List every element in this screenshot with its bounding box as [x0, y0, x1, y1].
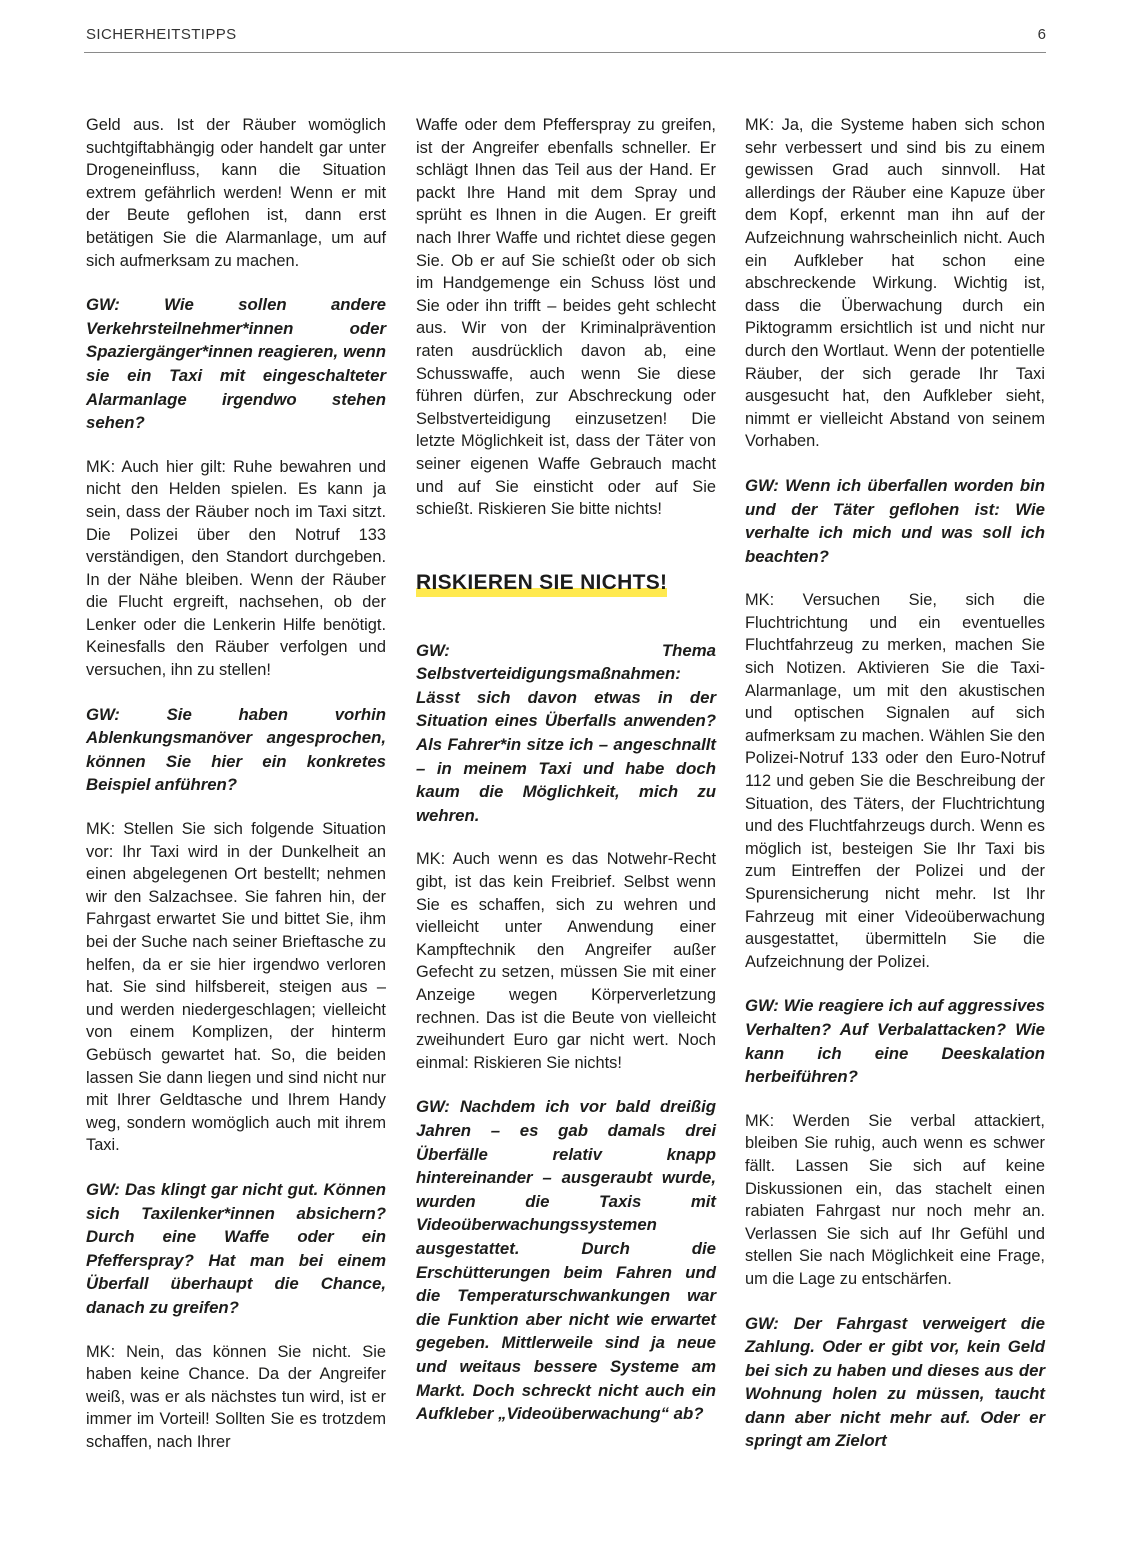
interview-question: GW: Thema Selbstverteidigungsmaßnahmen: Lässt sich davon etwas in der Situation eines Überfalls anwenden? Als Fahrer*in sitze ich – angeschnallt – in meinem Taxi und habe doch kaum die Möglichkeit, mich zu wehren.	[416, 640, 716, 825]
interview-question: GW: Wie reagiere ich auf aggressives Verhalten? Auf Verbalattacken? Wie kann ich eine Deeskalation herbeiführen?	[745, 996, 1045, 1087]
text-column-1	[86, 114, 386, 1474]
interview-question: GW: Wie sollen andere Verkehrsteilnehmer*innen oder Spaziergänger*innen reagieren, wenn sie ein Taxi mit eingeschalteter Alarmanlage irgendwo stehen sehen?	[86, 295, 386, 433]
text-column-3	[745, 114, 1045, 1474]
interview-question: GW: Sie haben vorhin Ablenkungsmanöver angesprochen, können Sie hier ein konkretes Beispiel anführen?	[86, 704, 386, 795]
interview-question: GW: Der Fahrgast verweigert die Zahlung. Oder er gibt vor, kein Geld bei sich zu haben und dieses aus der Wohnung holen zu müssen, taucht dann aber nicht mehr auf. Oder er springt am Zielort	[745, 1313, 1045, 1451]
interview-question: GW: Nachdem ich vor bald dreißig Jahren – es gab damals drei Überfälle relativ knapp hintereinander – ausgeraubt wurde, wurden die Taxis mit Videoüberwachungssystemen ausgestattet. Durch die Erschütterungen beim Fahren und die Temperaturschwankungen war die Funktion aber nicht wie erwartet gegeben. Mittlerweile sind ja neue und weitaus bessere Systeme am Markt. Doch schreckt nicht auch ein Aufkleber „Videoüberwachung“ ab?	[416, 1097, 716, 1424]
interview-question: GW: Das klingt gar nicht gut. Können sich Taxilenker*innen absichern? Durch eine Waffe oder ein Pfefferspray? Hat man bei einem Überfall überhaupt die Chance, danach zu greifen?	[86, 1179, 386, 1317]
answer-paragraph: MK: Werden Sie verbal attackiert, bleiben Sie ruhig, auch wenn es schwer fällt. Lassen Sie sich auf keine Diskussionen ein, das stachelt einen rabiaten Fahrgast nur noch mehr an. Verlassen Sie sich auf Ihr Gefühl und stellen Sie nach Möglichkeit eine Frage, um die Lage zu entschärfen.	[745, 1111, 1045, 1288]
answer-paragraph: Waffe oder dem Pfefferspray zu greifen, ist der Angreifer ebenfalls schneller. Er schlägt Ihnen das Teil aus der Hand. Er packt Ihre Hand mit dem Spray und sprüht es Ihnen in die Augen. Er greift nach Ihrer Waffe und richtet diese gegen Sie. Ob er auf Sie schießt oder ob sich im Handgemenge ein Schuss löst und Sie oder ihn trifft – beides geht schlecht aus. Wir von der Kriminalprävention raten ausdrücklich davon ab, eine Schusswaffe, auch wenn Sie diese führen dürfen, zur Abschreckung oder Selbstverteidigung einzusetzen! Die letzte Möglichkeit ist, dass der Täter von seiner eigenen Waffe Gebrauch macht und auf Sie einsticht oder auf Sie schießt. Riskieren Sie bitte nichts!	[416, 116, 716, 519]
interview-question: GW: Wenn ich überfallen worden bin und der Täter geflohen ist: Wie verhalte ich mich und was soll ich beachten?	[745, 475, 1045, 566]
text-column-2	[416, 114, 716, 1447]
page-header	[84, 26, 1046, 53]
section-heading: RISKIEREN SIE NICHTS!	[416, 569, 667, 597]
answer-paragraph: Geld aus. Ist der Räuber womöglich suchtgiftabhängig oder handelt gar unter Drogeneinfluss, kann die Situation extrem gefährlich werden! Wenn er mit der Beute geflohen ist, dann erst betätigen Sie die Alarmanlage, um auf sich aufmerksam zu machen.	[86, 116, 386, 270]
answer-paragraph: MK: Versuchen Sie, sich die Fluchtrichtung und ein eventuelles Fluchtfahrzeug zu merken, machen Sie sich Notizen. Aktivieren Sie die Taxi-Alarmanlage, um mit den akustischen und optischen Signalen auf sich aufmerksam zu machen. Wählen Sie den Polizei-Notruf 133 oder den Euro-Notruf 112 und geben Sie die Beschreibung der Situation, des Täters, der Fluchtrichtung und des Fluchtfahrzeugs durch. Wenn es möglich ist, besteigen Sie Ihr Taxi bis zum Eintreffen der Polizei und der Spurensicherung nicht mehr. Ist Ihr Fahrzeug mit einer Videoüberwachung ausgestattet, übermitteln Sie die Aufzeichnung der Polizei.	[745, 591, 1045, 971]
answer-paragraph: MK: Nein, das können Sie nicht. Sie haben keine Chance. Da der Angreifer weiß, was er als nächstes tun wird, ist er immer im Vorteil! Sollten Sie es trotzdem schaffen, nach Ihrer	[86, 1342, 386, 1451]
answer-paragraph: MK: Stellen Sie sich folgende Situation vor: Ihr Taxi wird in der Dunkelheit an einen abgelegenen Ort bestellt; nehmen wir den Salzachsee. Sie fahren hin, der Fahrgast erwartet Sie und bittet Sie, ihm bei der Suche nach seiner Brieftasche zu helfen, da er sie hier irgendwo verloren hat. Sie sind hilfsbereit, steigen aus – und werden niedergeschlagen; vielleicht von einem Komplizen, der hinterm Gebüsch gewartet hat. So, die beiden lassen Sie dann liegen und sind nicht nur mit Ihrer Geldtasche und Ihrem Handy weg, sondern womöglich auch mit ihrem Taxi.	[86, 820, 386, 1155]
page-number: 6	[1037, 26, 1046, 43]
answer-paragraph: MK: Auch wenn es das Notwehr-Recht gibt, ist das kein Freibrief. Selbst wenn Sie es schaffen, sich zu wehren und vielleicht unter Anwendung einer Kampftechnik den Angreifer außer Gefecht zu setzen, müssen Sie mit einer Anzeige wegen Körperverletzung rechnen. Das ist die Beute von vielleicht zweihundert Euro gar nicht wert. Noch einmal: Riskieren Sie nichts!	[416, 850, 716, 1072]
answer-paragraph: MK: Ja, die Systeme haben sich schon sehr verbessert und sind bis zu einem gewissen Grad auch sinnvoll. Hat allerdings der Räuber eine Kapuze über dem Kopf, erkennt man ihn auf der Aufzeichnung wahrscheinlich nicht. Auch ein Aufkleber hat schon eine abschreckende Wirkung. Wichtig ist, dass die Überwachung durch ein Piktogramm ersichtlich ist und nicht nur durch den Wortlaut. Wenn der potentielle Räuber, der sich gerade Ihr Taxi ausgesucht hat, den Aufkleber sieht, nimmt er vielleicht Abstand von seinem Vorhaben.	[745, 116, 1045, 451]
answer-paragraph: MK: Auch hier gilt: Ruhe bewahren und nicht den Helden spielen. Es kann ja sein, dass der Räuber noch im Taxi sitzt. Die Polizei über den Notruf 133 verständigen, den Standort durchgeben. In der Nähe bleiben. Wenn der Räuber die Flucht ergreift, nachsehen, ob der Lenker oder die Lenkerin Hilfe benötigt. Keinesfalls den Räuber verfolgen und versuchen, ihn zu stellen!	[86, 457, 386, 680]
section-label: SICHERHEITSTIPPS	[86, 26, 237, 43]
